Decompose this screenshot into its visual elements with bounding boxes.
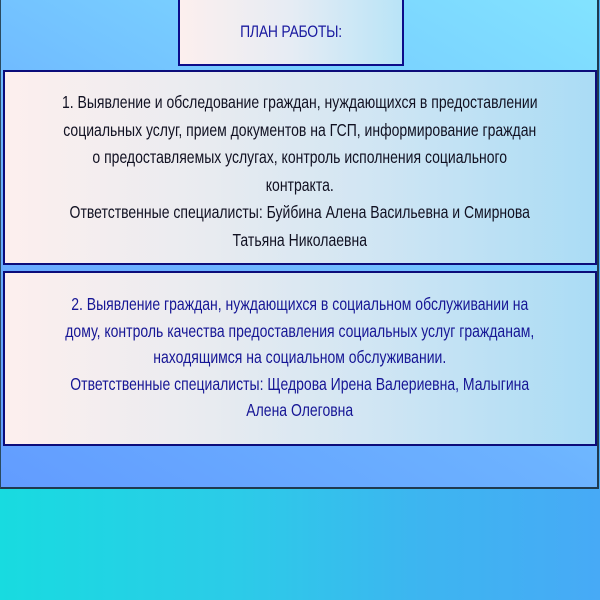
plan-item-2 [3,271,597,446]
text-line: 1. Выявление и обследование граждан, нуждающихся в предоставлении [62,92,538,112]
text-line: контракта. [266,174,334,195]
title-box [178,0,404,66]
responsible-specialists: Татьяна Николаевна [232,229,368,250]
responsible-specialists: Ответственные специалисты: Буйбина Алена Васильевна и Смирнова [69,202,531,222]
text-line: о предоставляемых услугах, контроль исполнения социального [92,147,508,167]
plan-item-1 [3,70,597,265]
text-line: социальных услуг, прием документов на ГСП, информирование граждан [63,119,537,140]
text-line: дому, контроль качества предоставления социальных услуг гражданам, [65,320,535,341]
text-line: 2. Выявление граждан, нуждающихся в социальном обслуживании на [71,294,529,314]
plan-item-1-text [5,72,595,254]
page-title: ПЛАН РАБОТЫ: [240,22,342,41]
text-line: находящимся на социальном обслуживании. [153,347,447,367]
responsible-specialists: Алена Олеговна [246,400,354,420]
plan-item-2-text [5,273,595,424]
responsible-specialists: Ответственные специалисты: Щедрова Ирена Валериевна, Малыгина [70,373,530,394]
